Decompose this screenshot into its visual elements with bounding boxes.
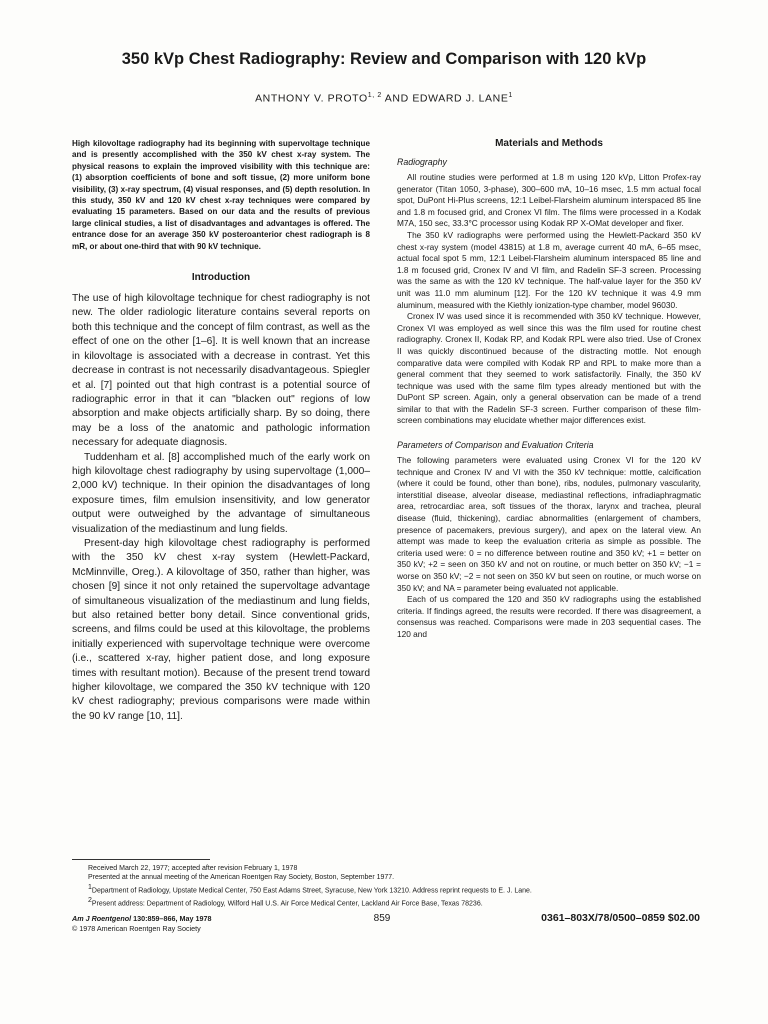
- radiography-body: [397, 172, 701, 427]
- affiliation-note: [88, 883, 728, 896]
- paragraph: Cronex IV was used since it is recommended with 350 kV technique. However, Cronex VI was employed as well since this was the film used for routine chest radiography. Cronex II, Kodak RP, and Kodak RPL were also tried. Use of Cronex II was quickly discontinued because of the distracting mottle. Not enough comparative data were compiled with Kodak RP and RPL to make more than a general comment that they seemed to work satisfactorily. Finally, the 350 kV technique was used with the same film types already mentioned but with the DuPont SP screen. Again, only a general observation can be made of a trend similar to that with the Radelin SF-3 screen. Further comparison of these film-screen combinations may elucidate whether major differences exist.: [397, 311, 701, 426]
- present-address-note: [88, 896, 728, 909]
- introduction-body: [72, 292, 370, 724]
- paragraph: Present-day high kilovoltage chest radiography is performed with the 350 kV chest x-ray system (Hewlett-Packard, McMinnville, Oreg.). A kilovoltage of 350, rather than higher, was chosen [9] since it not only retained the supervoltage advantage of simultaneous visualization of the mediastinum and lung fields, but also retained better bony detail. Since conventional grids, screens, and films could be used at this kilovoltage, the problems initially experienced with supervoltage technique were overcome (i.e., scattered x-ray, higher patient dose, and long exposure times with resultant motion). Because of the present trend toward higher kilovoltage, we compared the 350 kV technique with 120 kV chest radiography; previous comparisons were made within the 90 kV range [10, 11].: [72, 537, 370, 722]
- footnote-mark: 2: [88, 896, 92, 904]
- author-name: EDWARD J. LANE: [412, 92, 509, 105]
- parameters-body: [397, 455, 701, 641]
- footnote-mark: 1: [88, 883, 92, 891]
- paragraph: The following parameters were evaluated using Cronex VI for the 120 kV technique and Cronex IV and VI with the 350 kV technique: mottle, calcification (where it could be found, other than bone), ribs, nodules, pulmonary vascularity, interstitial disease, alveolar disease, mediastinal reflections, infradiaphragmatic area, retrocardiac area, soft tissues of the thorax, larynx and trachea, pleural disease (fluid, thickening), cardiac abnormalities (enlargement of chambers, presence of pacemakers, previous surgery), and apex on the lateral view. An attempt was made to keep the evaluation criteria as simple as possible. The criteria used were: 0 = no difference between routine and 350 kV; +1 = better on 350 kV; +2 = seen on 350 kV and not on routine, or much better on 350 kV; −1 = worse on 350 kV; −2 = not seen on 350 kV but seen on routine, or much worse on 350 kV; and NA = parameter being evaluated not applicable.: [397, 455, 701, 593]
- section-heading: Introduction: [191, 272, 251, 284]
- paragraph: The use of high kilovoltage technique for chest radiography is not new. The older radiologic literature contains several reports on both this technique and the concept of film contrast, as well as the effect of one on the other [1–6]. It is well known that an increase in kilovoltage is associated with a decrease in contrast. Yet this decrease in contrast is not necessarily disadvantageous. Spiegler et al. [7] pointed out that high contrast is a potential source of radiographic error in that it can "blacken out" regions of low absorption and make objects artificially sharp. By so doing, there may be a loss of the anatomic and pathologic information necessary for adequate diagnosis.: [72, 293, 370, 449]
- footnote-rule: [72, 859, 210, 860]
- left-column: [72, 138, 370, 724]
- right-column: [397, 138, 701, 641]
- author-name: ANTHONY V. PROTO: [255, 92, 368, 105]
- author-line: [40, 92, 728, 105]
- paragraph: Each of us compared the 120 and 350 kV radiographs using the established criteria. If findings agreed, the results were recorded. If there was disagreement, a consensus was reached. Comparisons were made in 203 sequential cases. The 120 and: [397, 594, 701, 639]
- paragraph: The 350 kV radiographs were performed using the Hewlett-Packard 350 kV chest x-ray system (model 43815) at 1.8 m, average current 40 mA, 6–65 msec, actual focal spot 5 mm, 12:1 Leibel-Flarsheim aluminum interspaced 85 line and 1.8 m focused grid, Cronex IV and VI film, and Radelin SF-3 screen. Processing was the same as with the 120 kV technique. The half-value layer for the 350 kV unit was 11.0 mm aluminum [12]. For the 120 kV technique it was 4.9 mm aluminum, measured with the Kiethly ionization-type chamber, model 96030.: [397, 229, 701, 310]
- author-conjunction: AND: [384, 92, 409, 105]
- affiliation-text: Department of Radiology, Upstate Medical Center, 750 East Adams Street, Syracuse, New York 13210. Address reprint requests to E. J. Lane.: [91, 887, 532, 895]
- copyright-line: © 1978 American Roentgen Ray Society: [72, 924, 201, 933]
- received-note: Received March 22, 1977; accepted after revision February 1, 1978: [88, 865, 298, 872]
- paragraph: All routine studies were performed at 1.8 m using 120 kVp, Litton Profex-ray generator (Titan 1050, 3-phase), 300–600 mA, 10–16 msec, 1.5 mm actual focal spot, DuPont Hi-Plus screens, 12:1 Leibel-Flarsheim aluminum interspaced 85 line and 1.8 m focused grid, and Cronex VI film. The films were processed in a Kodak M7A, 150 sec, 33.3°C processor using Kodak RP X-OMat developer and fixer.: [397, 172, 701, 229]
- subsection-heading: Radiography: [397, 157, 447, 167]
- journal-citation: [72, 914, 211, 924]
- article-code: 0361–803X/78/0500–0859 $02.00: [541, 912, 700, 924]
- presented-note: Presented at the annual meeting of the American Roentgen Ray Society, Boston, September 1977.: [88, 874, 395, 882]
- footnotes: [88, 864, 728, 908]
- page-number: 859: [373, 913, 391, 924]
- journal-volume: 130:859–866, May 1978: [133, 914, 212, 923]
- journal-reference: Am J Roentgenol: [72, 914, 132, 923]
- paragraph: Tuddenham et al. [8] accomplished much of the early work on high kilovoltage chest radiography by using supervoltage (1,000–2,000 kV) technique. In their opinion the disadvantages of long exposure times, film emulsion insensitivity, and low generator output were outweighed by the advantage of simultaneous visualization of the mediastinum and lung fields.: [72, 451, 370, 535]
- paper-title: 350 kVp Chest Radiography: Review and Comparison with 120 kVp: [121, 50, 647, 68]
- present-address-text: Present address: Department of Radiology, Wilford Hall U.S. Air Force Medical Center, Lackland Air Force Base, Texas 78236.: [91, 899, 483, 907]
- affiliation-marks: 1: [508, 92, 513, 99]
- section-heading: Materials and Methods: [495, 138, 603, 149]
- affiliation-marks: 1, 2: [367, 92, 382, 99]
- abstract: High kilovoltage radiography had its beginning with supervoltage technique and is presently accomplished with the 350 kV chest x-ray system. The physical reasons to explain the improved visibility with this technique are: (1) absorption coefficients of bone and soft tissue, (2) more uniform bone visibility, (3) x-ray spectrum, (4) visual responses, and (5) depth resolution. In this study, 350 kV and 120 kV chest x-ray techniques were compared by evaluating 15 parameters. Based on our data and the results of previous large clinical studies, a list of disadvantages and advantages is offered. The entrance dose for an average 350 kV posteroanterior chest radiograph is 8 mR, or about one-third that with 90 kV technique.: [72, 139, 370, 251]
- subsection-heading: Parameters of Comparison and Evaluation Criteria: [397, 440, 594, 451]
